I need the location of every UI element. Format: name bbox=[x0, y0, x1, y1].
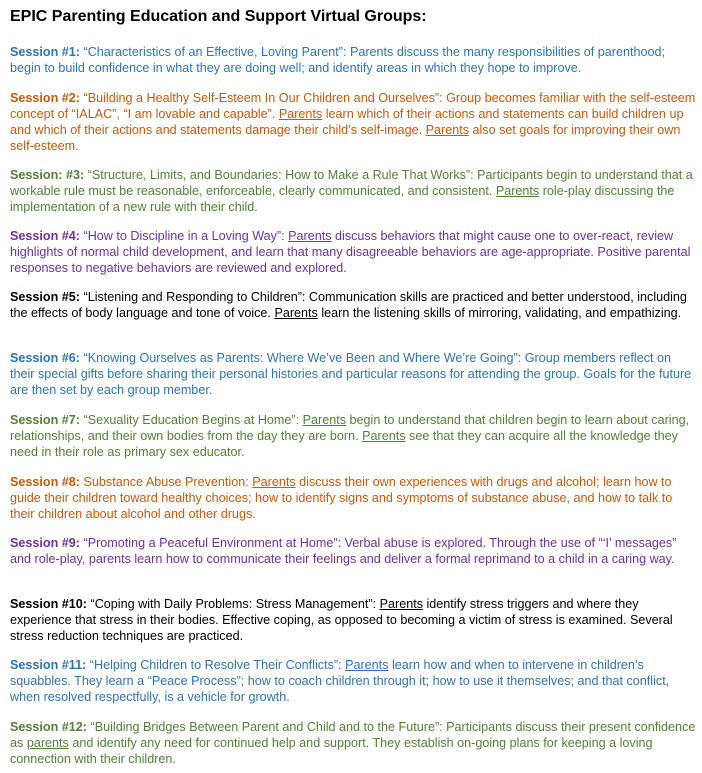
session-text: also set goals for improving their own self-esteem. bbox=[10, 123, 681, 153]
session-9 bbox=[10, 535, 698, 567]
session-label: Session #4: bbox=[10, 229, 80, 243]
session-11 bbox=[10, 657, 698, 705]
session-text: Substance Abuse Prevention: bbox=[80, 475, 253, 489]
session-text: “Sexuality Education Begins at Home”: bbox=[80, 413, 303, 427]
session-text: “Characteristics of an Effective, Loving Parent”: Parents discuss the many responsibilities of parenthood; begin to build confidence in what they are doing well; and identify areas in which they hope to improve. bbox=[10, 45, 665, 75]
session-text: “Structure, Limits, and Boundaries: How to Make a Rule That Works”: Participants begin to understand that a workable rule must be reasonable, enforceable, clearly communicated, and consistent. bbox=[10, 168, 693, 198]
parents-term: Parents bbox=[425, 123, 469, 137]
parents-term: parents bbox=[26, 736, 69, 750]
parents-term: Parents bbox=[345, 658, 389, 672]
session-6 bbox=[10, 350, 698, 398]
parents-term: Parents bbox=[278, 107, 323, 121]
session-text: see that they can acquire all the knowledge they need in their role as primary sex educator. bbox=[10, 429, 678, 459]
session-label: Session #5: bbox=[10, 290, 80, 304]
session-label: Session #11: bbox=[10, 658, 87, 672]
session-text: discuss behaviors that might cause one to over-react, review highlights of normal child development, and learn that many disagreeable behaviors are age-appropriate. Positive parental responses to negative behaviors are reviewed and explored. bbox=[10, 229, 691, 275]
parents-term: Parents bbox=[252, 475, 296, 489]
parents-term: Parents bbox=[274, 306, 318, 320]
session-4 bbox=[10, 228, 698, 276]
parents-term: Parents bbox=[379, 597, 423, 611]
document-title: EPIC Parenting Education and Support Virtual Groups: bbox=[10, 8, 427, 25]
session-label: Session #9: bbox=[10, 536, 80, 550]
session-text: “Building a Healthy Self-Esteem In Our Children and Ourselves”: Group becomes familiar with the self-esteem concept of “IALAC”, “I am lovable and capable”. bbox=[10, 91, 696, 121]
session-3 bbox=[10, 167, 698, 215]
session-text: learn how and when to intervene in children’s squabbles. They learn a “Peace Process”; how to coach children through it; how to use it themselves; and that conflict, when resolved respectfully, is a vehicle for growth. bbox=[10, 658, 670, 704]
session-text: “Helping Children to Resolve Their Conflicts”: bbox=[86, 658, 346, 672]
session-8 bbox=[10, 474, 698, 522]
session-text: and identify any need for continued help and support. They establish on-going plans for keeping a loving connection with their children. bbox=[10, 736, 653, 766]
parents-term: Parents bbox=[288, 229, 332, 243]
session-text: “Coping with Daily Problems: Stress Management”: bbox=[87, 597, 380, 611]
session-label: Session #8: bbox=[10, 475, 80, 489]
session-text: role-play discussing the implementation of a new rule with their child. bbox=[10, 184, 675, 214]
session-text: begin to understand that children begin to learn about caring, relationships, and their own bodies from the day they are born. bbox=[10, 413, 690, 443]
session-label: Session: #3: bbox=[10, 168, 85, 182]
session-label: Session #2: bbox=[10, 91, 80, 105]
session-12 bbox=[10, 719, 698, 767]
session-10 bbox=[10, 596, 698, 644]
session-text: “Listening and Responding to Children”: Communication skills are practiced and better understood, including the effects of body language and tone of voice. bbox=[10, 290, 687, 320]
session-text: “Building Bridges Between Parent and Child and to the Future”: Participants discuss their present confidence as bbox=[10, 720, 696, 750]
session-2 bbox=[10, 90, 698, 154]
session-text: learn the listening skills of mirroring, validating, and empathizing. bbox=[317, 306, 682, 320]
session-label: Session #12: bbox=[10, 720, 88, 734]
session-label: Session #10: bbox=[10, 597, 88, 611]
session-text: “Knowing Ourselves as Parents: Where We’ve Been and Where We’re Going”: Group members reflect on their special gifts before sharing their personal histories and particular reasons for attending the group. Goals for the future are then set by each group member. bbox=[10, 351, 692, 397]
session-1 bbox=[10, 44, 698, 76]
session-text: discuss their own experiences with drugs and alcohol; learn how to guide their children toward healthy choices; how to identify signs and symptoms of substance abuse, and how to talk to their children about alcohol and other drugs. bbox=[10, 475, 673, 521]
session-label: Session #7: bbox=[10, 413, 80, 427]
parents-term: Parents bbox=[495, 184, 540, 198]
session-label: Session #1: bbox=[10, 45, 80, 59]
session-5 bbox=[10, 289, 698, 321]
session-text: “How to Discipline in a Loving Way”: bbox=[80, 229, 289, 243]
session-text: “Promoting a Peaceful Environment at Home”: Verbal abuse is explored. Through the use of “‘I’ messages” and role-play, parents learn how to communicate their feelings and deliver a formal reprimand to a child in a caring way. bbox=[10, 536, 677, 566]
session-text: learn which of their actions and statements can build children up and which of their actions and statements damage their child’s self-image. bbox=[10, 107, 684, 137]
parents-term: Parents bbox=[302, 413, 347, 427]
session-7 bbox=[10, 412, 698, 460]
parents-term: Parents bbox=[362, 429, 406, 443]
session-label: Session #6: bbox=[10, 351, 80, 365]
session-text: identify stress triggers and where they experience that stress in their bodies. Effective coping, as opposed to becoming a victim of stress is examined. Several stress reduction techniques are practiced. bbox=[10, 597, 673, 643]
